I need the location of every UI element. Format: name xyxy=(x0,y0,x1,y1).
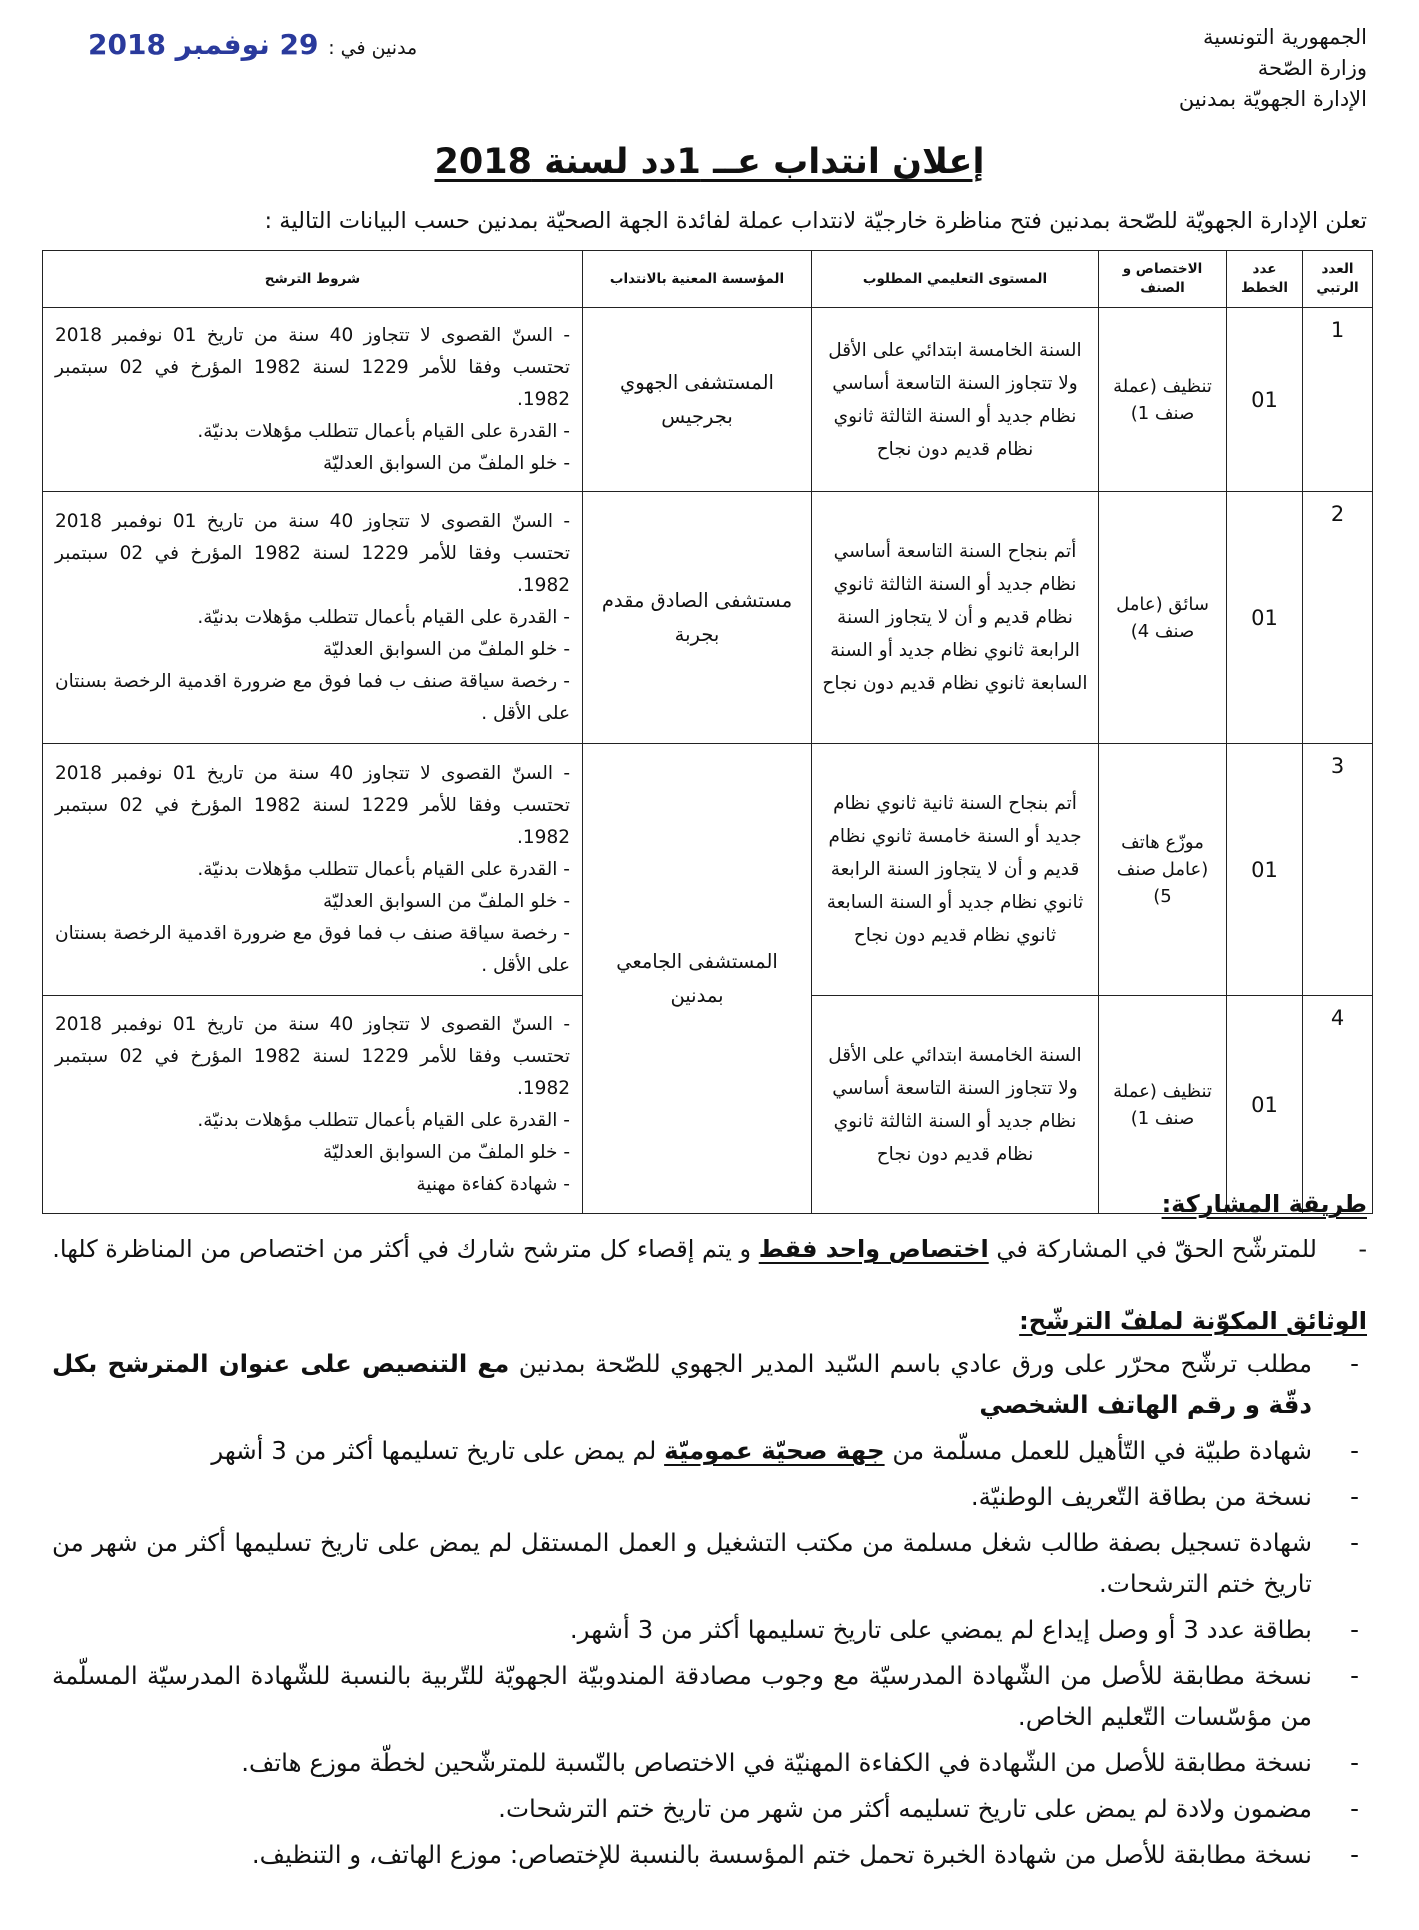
row-conditions xyxy=(43,744,583,996)
row-spec: سائق (عامل صنف 4) xyxy=(1099,492,1227,744)
row-inst: المستشفى الجهوي بجرجيس xyxy=(583,308,812,492)
participation-title: طريقة المشاركة: xyxy=(1161,1190,1367,1218)
header-num: العدد الرتبي xyxy=(1303,251,1373,308)
list-item: - بطاقة عدد 3 أو وصل إيداع لم يمضي على تاريخ تسليمها أكثر من 3 أشهر. xyxy=(52,1609,1367,1650)
row-conditions xyxy=(43,492,583,744)
condition-item: - السنّ القصوى لا تتجاوز 40 سنة من تاريخ 01 نوفمبر 2018 تحتسب وفقا للأمر 1229 لسنة 1982 المؤرخ في 02 سبتمبر 1982. xyxy=(55,1013,571,1099)
row-conditions xyxy=(43,996,583,1214)
list-item: - شهادة تسجيل بصفة طالب شغل مسلمة من مكتب التشغيل و العمل المستقل لم يمض على تاريخ تسليمها أكثر من شهر من تاريخ ختم الترشحات. xyxy=(52,1522,1367,1604)
table-row xyxy=(43,744,1373,996)
table-row xyxy=(43,308,1373,492)
condition-item: - السنّ القصوى لا تتجاوز 40 سنة من تاريخ 01 نوفمبر 2018 تحتسب وفقا للأمر 1229 لسنة 1982 المؤرخ في 02 سبتمبر 1982. xyxy=(55,510,571,596)
participation-emphasis: اختصاص واحد فقط xyxy=(758,1235,989,1263)
row-edu: السنة الخامسة ابتدائي على الأقل ولا تتجاوز السنة التاسعة أساسي نظام جديد أو السنة الثالثة ثانوي نظام قديم دون نجاح xyxy=(812,308,1099,492)
documents-list xyxy=(52,1343,1367,1880)
condition-item: - القدرة على القيام بأعمال تتطلب مؤهلات بدنيّة. xyxy=(197,420,570,442)
condition-item: - خلو الملفّ من السوابق العدليّة xyxy=(322,1141,570,1163)
header-inst: المؤسسة المعنية بالانتداب xyxy=(583,251,812,308)
date-value: 29 نوفمبر 2018 xyxy=(88,28,319,61)
condition-item: - رخصة سياقة صنف ب فما فوق مع ضرورة اقدمية الرخصة بسنتان على الأقل . xyxy=(55,670,570,724)
list-item: - نسخة مطابقة للأصل من الشّهادة المدرسيّة مع وجوب مصادقة المندوبيّة الجهويّة للتّربية بالنسبة للشّهادة المدرسيّة المسلّمة من مؤسّسات التّعليم الخاص. xyxy=(52,1655,1367,1737)
country-name: الجمهورية التونسية xyxy=(1203,25,1367,49)
list-item: - نسخة مطابقة للأصل من الشّهادة في الكفاءة المهنيّة في الاختصاص بالنّسبة للمترشّحين لخطّة موزع هاتف. xyxy=(52,1742,1367,1783)
header-edu: المستوى التعليمي المطلوب xyxy=(812,251,1099,308)
title-text: إعلان انتداب عــ 1دد لسنة 2018 xyxy=(434,142,985,182)
row-num: 2 xyxy=(1303,492,1373,744)
table-row xyxy=(43,492,1373,744)
bullet-dash: - xyxy=(1358,1235,1367,1263)
list-item xyxy=(52,1430,1367,1471)
participation-text xyxy=(52,1230,1367,1268)
date-label: مدنين في : xyxy=(328,37,418,59)
intro-text: تعلن الإدارة الجهويّة للصّحة بمدنين فتح مناظرة خارجيّة لانتداب عملة لفائدة الجهة الصحيّة بمدنين حسب البيانات التالية : xyxy=(264,208,1367,234)
row-count: 01 xyxy=(1227,744,1303,996)
row-spec: موزّع هاتف (عامل صنف 5) xyxy=(1099,744,1227,996)
row-inst: مستشفى الصادق مقدم بجربة xyxy=(583,492,812,744)
table-header-row xyxy=(43,251,1373,308)
row-conditions xyxy=(43,308,583,492)
row-edu: السنة الخامسة ابتدائي على الأقل ولا تتجاوز السنة التاسعة أساسي نظام جديد أو السنة الثالثة ثانوي نظام قديم دون نجاح xyxy=(812,996,1099,1214)
list-item: - مضمون ولادة لم يمض على تاريخ تسليمه أكثر من شهر من تاريخ ختم الترشحات. xyxy=(52,1788,1367,1829)
condition-item: - شهادة كفاءة مهنية xyxy=(416,1173,570,1195)
condition-item: - السنّ القصوى لا تتجاوز 40 سنة من تاريخ 01 نوفمبر 2018 تحتسب وفقا للأمر 1229 لسنة 1982 المؤرخ في 02 سبتمبر 1982. xyxy=(55,324,571,410)
condition-item: - رخصة سياقة صنف ب فما فوق مع ضرورة اقدمية الرخصة بسنتان على الأقل . xyxy=(55,922,570,976)
condition-item: - القدرة على القيام بأعمال تتطلب مؤهلات بدنيّة. xyxy=(197,858,570,880)
doc-1-text: مطلب ترشّح محرّر على ورق عادي باسم السّيد المدير الجهوي للصّحة بمدنين xyxy=(518,1349,1312,1378)
row-count: 01 xyxy=(1227,492,1303,744)
row-inst: المستشفى الجامعي بمدنين xyxy=(583,744,812,1214)
list-item: - نسخة مطابقة للأصل من شهادة الخبرة تحمل ختم المؤسسة بالنسبة للإختصاص: موزع الهاتف، و التنظيف. xyxy=(52,1834,1367,1875)
page-title xyxy=(0,142,1419,182)
list-item: - نسخة من بطاقة التّعريف الوطنيّة. xyxy=(52,1476,1367,1517)
ministry-name: وزارة الصّحة xyxy=(1257,56,1367,80)
condition-item: - القدرة على القيام بأعمال تتطلب مؤهلات بدنيّة. xyxy=(197,1109,570,1131)
issuer-header xyxy=(1067,22,1367,115)
condition-item: - خلو الملفّ من السوابق العدليّة xyxy=(322,638,570,660)
doc-1-bold: مع التنصيص على عنوان المترشح بكل دقّة و رقم الهاتف الشخصي xyxy=(52,1349,1312,1419)
row-spec: تنظيف (عملة صنف 1) xyxy=(1099,308,1227,492)
date-line xyxy=(88,28,417,61)
header-count: عدد الخطط xyxy=(1227,251,1303,308)
condition-item: - خلو الملفّ من السوابق العدليّة xyxy=(322,890,570,912)
list-item xyxy=(52,1343,1367,1425)
condition-item: - خلو الملفّ من السوابق العدليّة xyxy=(322,452,570,474)
row-num: 4 xyxy=(1303,996,1373,1214)
condition-item: - القدرة على القيام بأعمال تتطلب مؤهلات بدنيّة. xyxy=(197,606,570,628)
row-num: 3 xyxy=(1303,744,1373,996)
row-count: 01 xyxy=(1227,308,1303,492)
participation-after: و يتم إقصاء كل مترشح شارك في أكثر من اختصاص من المناظرة كلها. xyxy=(52,1235,752,1263)
row-spec: تنظيف (عملة صنف 1) xyxy=(1099,996,1227,1214)
row-edu: أتم بنجاح السنة ثانية ثانوي نظام جديد أو السنة خامسة ثانوي نظام قديم و أن لا يتجاوز السنة الرابعة ثانوي نظام جديد أو السنة السابعة ثانوي نظام قديم دون نجاح xyxy=(812,744,1099,996)
header-spec: الاختصاص و الصنف xyxy=(1099,251,1227,308)
doc-2-before: شهادة طبيّة في التّأهيل للعمل مسلّمة من xyxy=(892,1436,1312,1465)
positions-table xyxy=(42,250,1373,1214)
header-cond: شروط الترشح xyxy=(43,251,583,308)
row-edu: أتم بنجاح السنة التاسعة أساسي نظام جديد أو السنة الثالثة ثانوي نظام قديم و أن لا يتجاوز السنة الرابعة ثانوي نظام جديد أو السنة السابعة ثانوي نظام قديم دون نجاح xyxy=(812,492,1099,744)
row-count: 01 xyxy=(1227,996,1303,1214)
documents-title: الوثائق المكوّنة لملفّ الترشّح: xyxy=(1019,1307,1367,1335)
participation-before: للمترشّح الحقّ في المشاركة في xyxy=(996,1235,1317,1263)
row-num: 1 xyxy=(1303,308,1373,492)
doc-2-emphasis: جهة صحيّة عموميّة xyxy=(664,1436,885,1465)
doc-2-after: لم يمض على تاريخ تسليمها أكثر من 3 أشهر xyxy=(211,1436,657,1465)
directorate-name: الإدارة الجهويّة بمدنين xyxy=(1178,87,1367,111)
condition-item: - السنّ القصوى لا تتجاوز 40 سنة من تاريخ 01 نوفمبر 2018 تحتسب وفقا للأمر 1229 لسنة 1982 المؤرخ في 02 سبتمبر 1982. xyxy=(55,762,571,848)
